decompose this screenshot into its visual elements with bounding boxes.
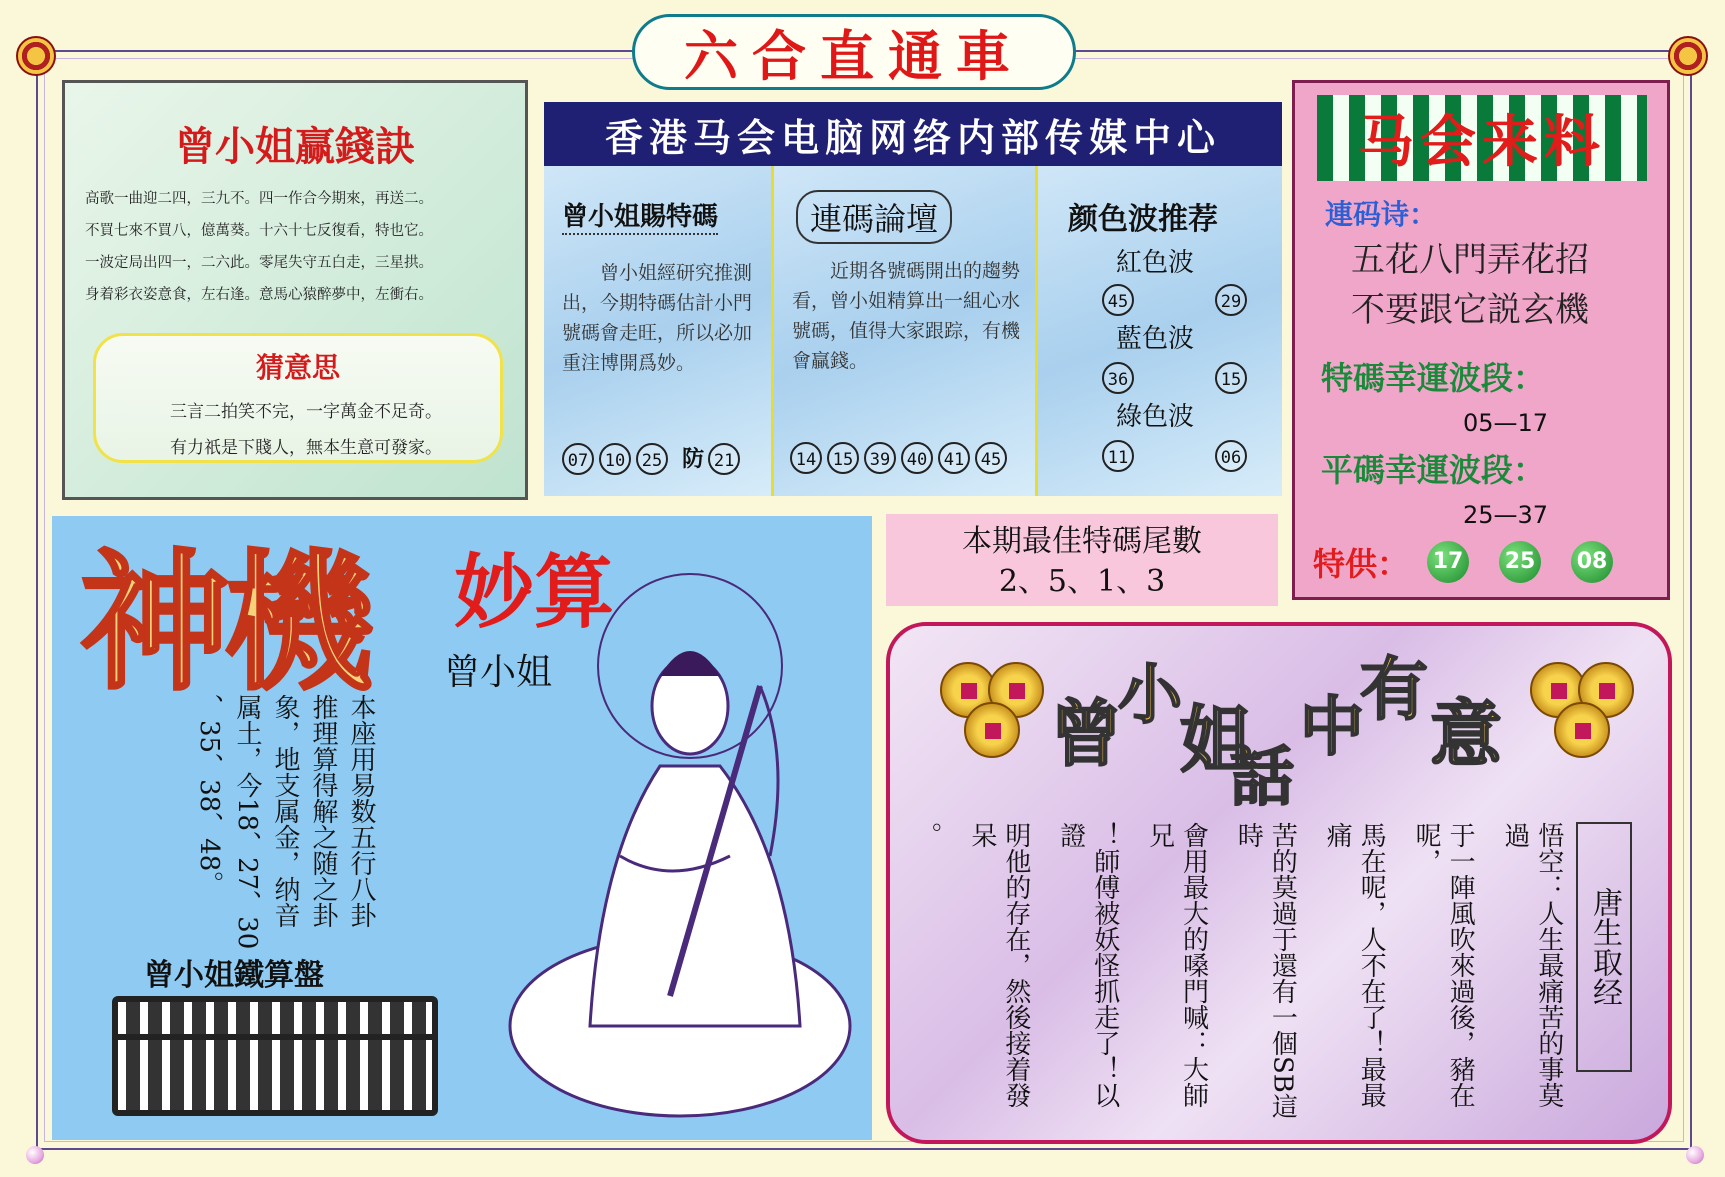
- journey-west-box: [1576, 822, 1632, 1072]
- offer-row: [1313, 539, 1613, 585]
- story-line: 。: [912, 822, 942, 848]
- title-banner: [632, 14, 1076, 90]
- number-ball: 14: [790, 442, 822, 474]
- wave-red-balls: [1102, 284, 1252, 316]
- riddle-title: 猜意思: [255, 351, 340, 384]
- divine-line: 象，地支属金，纳音: [270, 694, 300, 928]
- divine-calc-panel: [52, 516, 872, 1140]
- best-tail-box: [886, 514, 1278, 606]
- horse-club-banner: [1317, 95, 1647, 181]
- number-ball: 10: [599, 443, 631, 475]
- horse-club-panel: [1292, 80, 1670, 600]
- number-ball: 29: [1215, 284, 1247, 316]
- riddle-line: 有力祇是下賤人，無本生意可發家。: [170, 438, 442, 458]
- title-char: 意: [1430, 692, 1503, 776]
- divine-line: 属土，今18、27、30: [232, 694, 262, 950]
- riddle-line: 三言二拍笑不完，一字萬金不足奇。: [170, 402, 442, 422]
- story-line: 馬在呢，人不在了！最最痛: [1322, 822, 1387, 1108]
- wave-green-label: 綠色波: [1116, 402, 1195, 432]
- number-ball: 11: [1102, 440, 1134, 472]
- linked-code-text: 近期各號碼開出的趨勢看，曾小姐精算出一組心水號碼，值得大家跟踪，有機會贏錢。: [792, 260, 1021, 372]
- verse-line: 身着彩衣姿意食，左右逢。意馬心猿醉夢中，左衝右。: [85, 287, 433, 303]
- poem-text: [1351, 235, 1589, 335]
- best-tail-title: 本期最佳特碼尾數: [962, 524, 1202, 559]
- abacus-icon: [112, 996, 438, 1116]
- title-char: 話: [1230, 741, 1294, 815]
- special-code-balls: [562, 442, 745, 475]
- coin-icon: [964, 702, 1020, 758]
- number-ball: 39: [864, 442, 896, 474]
- corner-ornament-right: [1668, 36, 1708, 76]
- horse-club-title: 马会来料: [1358, 109, 1606, 175]
- title-char: 姐: [1180, 698, 1253, 782]
- poem-line: 五花八門弄花招: [1351, 240, 1589, 280]
- coin-icon: [1554, 702, 1610, 758]
- special-code-column: [544, 166, 774, 496]
- number-ball: 36: [1102, 362, 1134, 394]
- author-name: 曾小姐: [444, 652, 553, 693]
- pearl-ornament-left: [26, 1146, 44, 1164]
- linked-code-column: [774, 166, 1038, 496]
- number-ball: 41: [938, 442, 970, 474]
- verse-line: 高歌一曲迎二四，三九不。四一作合今期來，再送二。: [85, 191, 433, 207]
- linked-code-title: 連碼論壇: [796, 190, 952, 244]
- number-ball: 15: [1215, 362, 1247, 394]
- abacus-label: 曾小姐鐵算盤: [144, 958, 324, 993]
- story-line: 苦的莫過于還有一個SB這時: [1233, 822, 1298, 1119]
- number-ball: 45: [975, 442, 1007, 474]
- sage-illustration: [470, 556, 870, 1136]
- media-center-header: 香港马会电脑网络内部传媒中心: [544, 102, 1282, 166]
- best-tail-value: 2、5、1、3: [998, 564, 1166, 599]
- offer-ball: 25: [1499, 541, 1541, 583]
- wave-green-balls: [1102, 440, 1252, 472]
- linked-code-balls: [790, 442, 1012, 474]
- page-title: 六合直通車: [684, 24, 1024, 88]
- special-range-value: 05—17: [1463, 409, 1549, 437]
- wave-blue-label: 藍色波: [1116, 324, 1195, 354]
- story-line: 悟空：人生最痛苦的事莫過: [1499, 822, 1564, 1108]
- win-money-title: 曾小姐赢錢訣: [175, 124, 415, 170]
- story-line: 于一陣風吹來過後，豬在呢，: [1411, 822, 1476, 1108]
- poem-label: 連码诗：: [1325, 198, 1438, 231]
- monkey-story: [910, 822, 1566, 1122]
- story-line: 會用最大的嗓門喊：大師兄: [1144, 822, 1209, 1108]
- title-char: 有: [1360, 651, 1429, 730]
- number-ball: 25: [636, 443, 668, 475]
- special-range-label: 特碼幸運波段：: [1321, 359, 1546, 397]
- story-line: ！師傅被妖怪抓走了！以證: [1055, 822, 1120, 1108]
- offer-label: 特供：: [1313, 545, 1410, 583]
- number-ball: 45: [1102, 284, 1134, 316]
- poem-line: 不要跟它説玄機: [1351, 290, 1589, 330]
- meaningful-words-panel: [886, 622, 1672, 1144]
- story-line: 明他的存在，然後接着發呆: [966, 822, 1031, 1108]
- offer-ball: 17: [1427, 541, 1469, 583]
- number-ball: 15: [827, 442, 859, 474]
- title-char: 曾: [1050, 692, 1123, 776]
- pearl-ornament-right: [1686, 1146, 1704, 1164]
- divine-line: 、35、38、48。: [194, 694, 224, 898]
- wonderful-calc-title: 妙算: [454, 546, 614, 639]
- verse-line: 一波定局出四一，二六此。零尾失守五白走，三星拱。: [85, 255, 433, 271]
- offer-ball: 08: [1571, 541, 1613, 583]
- riddle-box: [93, 333, 503, 463]
- corner-ornament-left: [16, 36, 56, 76]
- normal-range-label: 平碼幸運波段：: [1321, 451, 1546, 489]
- guard-label: 防: [682, 446, 705, 472]
- number-ball: 40: [901, 442, 933, 474]
- divine-title: 神機: [80, 535, 369, 711]
- number-ball: 21: [708, 443, 740, 475]
- special-code-title: 曾小姐賜特碼: [562, 196, 718, 235]
- normal-range-value: 25—37: [1463, 501, 1549, 529]
- title-char: 小: [1118, 659, 1182, 733]
- special-code-text: 曾小姐經研究推測出，今期特碼估計小門號碼會走旺，所以必加重注博開爲妙。: [562, 262, 753, 374]
- wave-red-label: 紅色波: [1116, 248, 1195, 278]
- number-ball: 06: [1215, 440, 1247, 472]
- riddle-text: [116, 394, 496, 466]
- win-money-panel: [62, 80, 528, 500]
- abacus-beam: [118, 1034, 432, 1040]
- title-char: 中: [1300, 691, 1364, 765]
- verse-line: 不買七來不買八，億萬葵。十六十七反復看，特也它。: [85, 223, 433, 239]
- color-wave-title: 颜色波推荐: [1068, 202, 1218, 237]
- journey-west-label: 唐生取经: [1587, 887, 1622, 1007]
- divine-line: 推理算得解之随之卦: [308, 694, 338, 928]
- win-money-verses: [85, 183, 525, 311]
- divine-line: 本座用易数五行八卦: [346, 694, 376, 928]
- divine-text: [192, 694, 378, 994]
- wave-blue-balls: [1102, 362, 1252, 394]
- number-ball: 07: [562, 443, 594, 475]
- color-wave-column: [1038, 166, 1282, 496]
